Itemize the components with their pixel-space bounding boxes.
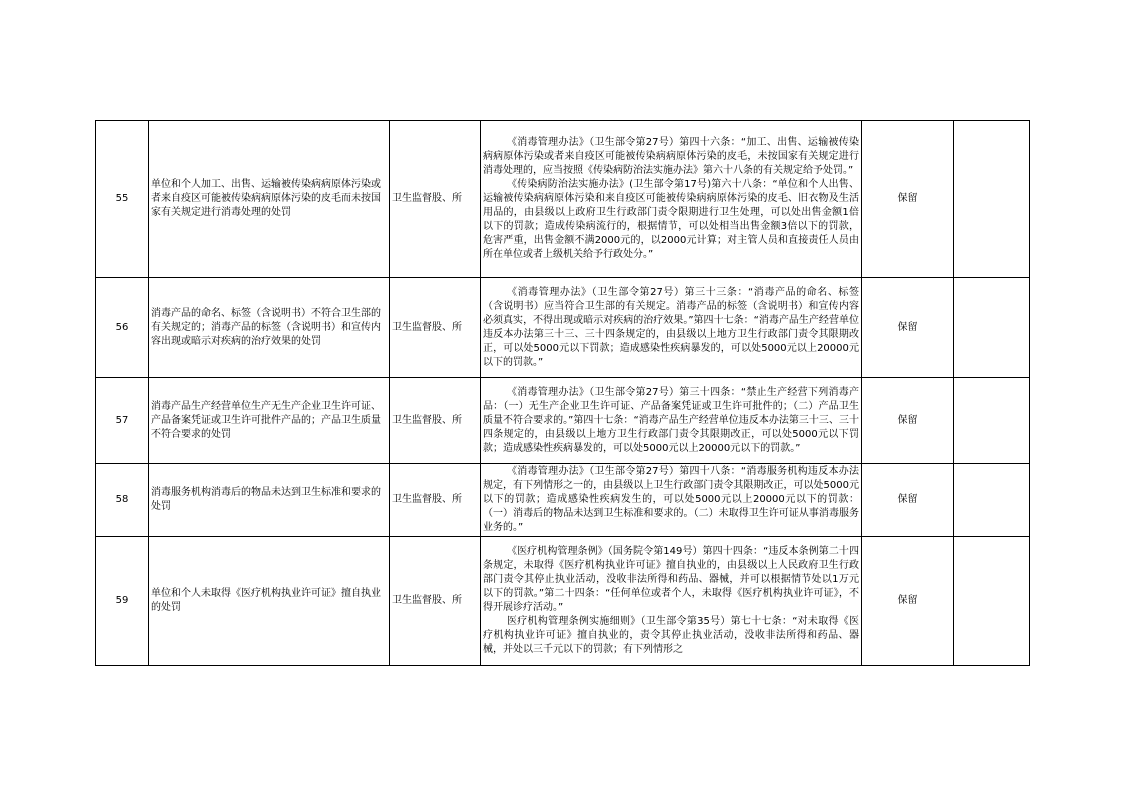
basis-paragraph: 《消毒管理办法》（卫生部令第27号）第四十六条：“加工、出售、运输被传染病病原体污染或者来自疫区可能被传染病病原体污染的皮毛，未按国家有关规定进行消毒处理的，应当按照《传染病防治法实施办法》第六十八条的有关规定给予处罚。” xyxy=(483,137,859,176)
table-row xyxy=(96,537,1030,666)
row-number: 59 xyxy=(96,537,149,666)
legal-basis xyxy=(481,378,862,464)
status: 保留 xyxy=(862,537,954,666)
penalty-item: 消毒产品生产经营单位生产无生产企业卫生许可证、产品备案凭证或卫生许可批件产品的；产品卫生质量不符合要求的处罚 xyxy=(149,378,390,464)
penalty-item: 消毒服务机构消毒后的物品未达到卫生标准和要求的处罚 xyxy=(149,464,390,537)
department: 卫生监督股、所 xyxy=(390,464,481,537)
status: 保留 xyxy=(862,121,954,278)
remarks-cell xyxy=(954,278,1030,378)
penalty-item: 单位和个人加工、出售、运输被传染病病原体污染或者来自疫区可能被传染病病原体污染的皮毛而未按国家有关规定进行消毒处理的处罚 xyxy=(149,121,390,278)
status: 保留 xyxy=(862,278,954,378)
row-number: 58 xyxy=(96,464,149,537)
basis-paragraph: 《消毒管理办法》（卫生部令第27号）第三十四条：“禁止生产经营下列消毒产品：（一）无生产企业卫生许可证、产品备案凭证或卫生许可批件的；（二）产品卫生质量不符合要求的。”第四十七条：“消毒产品生产经营单位违反本办法第三十三、三十四条规定的，由县级以上地方卫生行政部门责令其限期改正，可以处5000元以下罚款；造成感染性疾病暴发的，可以处5000元以上20000元以下的罚款。” xyxy=(483,386,859,454)
department: 卫生监督股、所 xyxy=(390,537,481,666)
department: 卫生监督股、所 xyxy=(390,121,481,278)
penalty-table xyxy=(95,120,1030,666)
remarks-cell xyxy=(954,121,1030,278)
basis-paragraph: 《消毒管理办法》（卫生部令第27号）第四十八条：“消毒服务机构违反本办法规定，有下列情形之一的，由县级以上卫生行政部门责令其限期改正，可以处5000元以下的罚款；造成感染性疾病发生的，可以处5000元以上20000元以下的罚款：（一）消毒后的物品未达到卫生标准和要求的。（二）未取得卫生许可证从事消毒服务业务的。” xyxy=(483,466,859,533)
remarks-cell xyxy=(954,378,1030,464)
basis-paragraph: 医疗机构管理条例实施细则》（卫生部令第35号）第七十七条：“对未取得《医疗机构执业许可证》擅自执业的，责令其停止执业活动，没收非法所得和药品、器械，并处以三千元以下的罚款；有下列情形之 xyxy=(483,616,859,655)
legal-basis xyxy=(481,278,862,378)
legal-basis xyxy=(481,464,862,537)
department: 卫生监督股、所 xyxy=(390,278,481,378)
basis-paragraph: 《消毒管理办法》（卫生部令第27号）第三十三条：“消毒产品的命名、标签（含说明书）应当符合卫生部的有关规定。消毒产品的标签（含说明书）和宣传内容必须真实，不得出现或暗示对疾病的治疗效果。”第四十七条：“消毒产品生产经营单位违反本办法第三十三、三十四条规定的，由县级以上地方卫生行政部门责令其限期改正，可以处5000元以下罚款；造成感染性疾病暴发的，可以处5000元以上20000元以下的罚款。” xyxy=(483,286,859,368)
basis-paragraph: 《医疗机构管理条例》（国务院令第149号）第四十四条：“违反本条例第二十四条规定，未取得《医疗机构执业许可证》擅自执业的，由县级以上人民政府卫生行政部门责令其停止执业活动，没收非法所得和药品、器械，并可以根据情节处以1万元以下的罚款。”第二十四条：“任何单位或者个人，未取得《医疗机构执业许可证》，不得开展诊疗活动。” xyxy=(483,546,859,613)
table-row xyxy=(96,278,1030,378)
row-number: 55 xyxy=(96,121,149,278)
legal-basis xyxy=(481,537,862,666)
row-number: 57 xyxy=(96,378,149,464)
table-row xyxy=(96,464,1030,537)
penalty-item: 消毒产品的命名、标签（含说明书）不符合卫生部的有关规定的；消毒产品的标签（含说明书）和宣传内容出现或暗示对疾病的治疗效果的处罚 xyxy=(149,278,390,378)
remarks-cell xyxy=(954,464,1030,537)
legal-basis xyxy=(481,121,862,278)
table-row xyxy=(96,121,1030,278)
table-row xyxy=(96,378,1030,464)
penalty-item: 单位和个人未取得《医疗机构执业许可证》擅自执业的处罚 xyxy=(149,537,390,666)
status: 保留 xyxy=(862,378,954,464)
department: 卫生监督股、所 xyxy=(390,378,481,464)
row-number: 56 xyxy=(96,278,149,378)
remarks-cell xyxy=(954,537,1030,666)
basis-paragraph: 《传染病防治法实施办法》(卫生部令第17号)第六十八条：“单位和个人出售、运输被传染病病原体污染和来自疫区可能被传染病病原体污染的皮毛、旧衣物及生活用品的，由县级以上政府卫生行政部门责令限期进行卫生处理，可以处出售金额1倍以下的罚款；造成传染病流行的，根据情节，可以处相当出售金额3倍以下的罚款，危害严重，出售金额不满2000元的，以2000元计算；对主管人员和直接责任人员由所在单位或者上级机关给予行政处分。” xyxy=(483,179,859,260)
status: 保留 xyxy=(862,464,954,537)
